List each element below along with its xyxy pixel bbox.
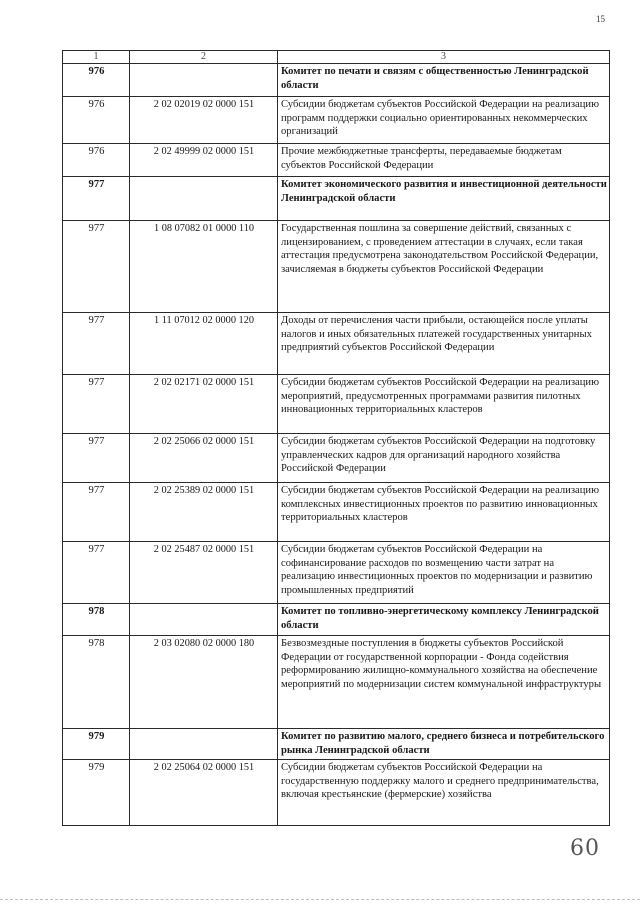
handwritten-page-mark: 60	[570, 836, 600, 861]
revenue-description: Субсидии бюджетам субъектов Российской Федерации на софинансирование расходов по возмещению части затрат на реализацию инвестиционных проектов по модернизации и развитию промышленных предприятий	[278, 542, 610, 604]
budget-classification-code	[130, 177, 278, 221]
administrator-code: 976	[63, 144, 130, 177]
column-number-3: 3	[278, 51, 610, 64]
administrator-code: 977	[63, 177, 130, 221]
administrator-code: 978	[63, 636, 130, 729]
administrator-code: 977	[63, 483, 130, 542]
revenue-description: Прочие межбюджетные трансферты, передаваемые бюджетам субъектов Российской Федерации	[278, 144, 610, 177]
revenue-description: Доходы от перечисления части прибыли, остающейся после уплаты налогов и иных обязательных платежей государственных унитарных предприятий субъектов Российской Федерации	[278, 313, 610, 375]
budget-classification-code	[130, 64, 278, 97]
committee-header-row	[63, 604, 610, 636]
budget-classification-code: 2 02 25487 02 0000 151	[130, 542, 278, 604]
budget-revenue-table	[62, 50, 610, 826]
budget-classification-code: 1 08 07082 01 0000 110	[130, 221, 278, 313]
budget-classification-code: 2 02 02019 02 0000 151	[130, 97, 278, 144]
budget-classification-code: 2 03 02080 02 0000 180	[130, 636, 278, 729]
budget-classification-code: 1 11 07012 02 0000 120	[130, 313, 278, 375]
committee-name: Комитет по печати и связям с общественностью Ленинградской области	[278, 64, 610, 97]
administrator-code: 977	[63, 434, 130, 483]
revenue-description: Субсидии бюджетам субъектов Российской Федерации на государственную поддержку малого и среднего предпринимательства, включая крестьянские (фермерские) хозяйства	[278, 760, 610, 826]
revenue-description: Государственная пошлина за совершение действий, связанных с лицензированием, с проведением аттестации в случаях, если такая аттестация предусмотрена законодательством Российской Федерации, зачисляемая в бюджеты субъектов Российской Федерации	[278, 221, 610, 313]
administrator-code: 977	[63, 375, 130, 434]
administrator-code: 976	[63, 97, 130, 144]
administrator-code: 977	[63, 221, 130, 313]
revenue-description: Безвозмездные поступления в бюджеты субъектов Российской Федерации от государственной корпорации - Фонда содействия реформированию жилищно-коммунального хозяйства на обеспечение мероприятий по модернизации систем коммунальной инфраструктуры	[278, 636, 610, 729]
administrator-code: 976	[63, 64, 130, 97]
budget-classification-code: 2 02 25064 02 0000 151	[130, 760, 278, 826]
column-number-2: 2	[130, 51, 278, 64]
revenue-item-row	[63, 221, 610, 313]
revenue-item-row	[63, 313, 610, 375]
scan-edge-line	[0, 899, 640, 901]
revenue-item-row	[63, 483, 610, 542]
revenue-description: Субсидии бюджетам субъектов Российской Федерации на реализацию комплексных инвестиционных проектов по развитию инновационных территориальных кластеров	[278, 483, 610, 542]
committee-header-row	[63, 177, 610, 221]
administrator-code: 977	[63, 313, 130, 375]
column-number-row	[63, 51, 610, 64]
revenue-item-row	[63, 97, 610, 144]
budget-classification-code	[130, 604, 278, 636]
revenue-item-row	[63, 144, 610, 177]
revenue-item-row	[63, 760, 610, 826]
administrator-code: 979	[63, 729, 130, 760]
page-number: 15	[596, 14, 605, 24]
revenue-description: Субсидии бюджетам субъектов Российской Федерации на подготовку управленческих кадров для организаций народного хозяйства Российской Федерации	[278, 434, 610, 483]
revenue-item-row	[63, 636, 610, 729]
administrator-code: 978	[63, 604, 130, 636]
revenue-item-row	[63, 434, 610, 483]
committee-name: Комитет по топливно-энергетическому комплексу Ленинградской области	[278, 604, 610, 636]
budget-classification-code: 2 02 49999 02 0000 151	[130, 144, 278, 177]
revenue-item-row	[63, 542, 610, 604]
budget-classification-code	[130, 729, 278, 760]
committee-header-row	[63, 729, 610, 760]
committee-name: Комитет по развитию малого, среднего бизнеса и потребительского рынка Ленинградской области	[278, 729, 610, 760]
revenue-description: Субсидии бюджетам субъектов Российской Федерации на реализацию мероприятий, предусмотренных программами развития пилотных инновационных территориальных кластеров	[278, 375, 610, 434]
budget-classification-code: 2 02 25389 02 0000 151	[130, 483, 278, 542]
budget-classification-code: 2 02 02171 02 0000 151	[130, 375, 278, 434]
administrator-code: 979	[63, 760, 130, 826]
budget-classification-code: 2 02 25066 02 0000 151	[130, 434, 278, 483]
administrator-code: 977	[63, 542, 130, 604]
column-number-1: 1	[63, 51, 130, 64]
revenue-item-row	[63, 375, 610, 434]
revenue-description: Субсидии бюджетам субъектов Российской Федерации на реализацию программ поддержки социально ориентированных некоммерческих организаций	[278, 97, 610, 144]
committee-name: Комитет экономического развития и инвестиционной деятельности Ленинградской области	[278, 177, 610, 221]
committee-header-row	[63, 64, 610, 97]
